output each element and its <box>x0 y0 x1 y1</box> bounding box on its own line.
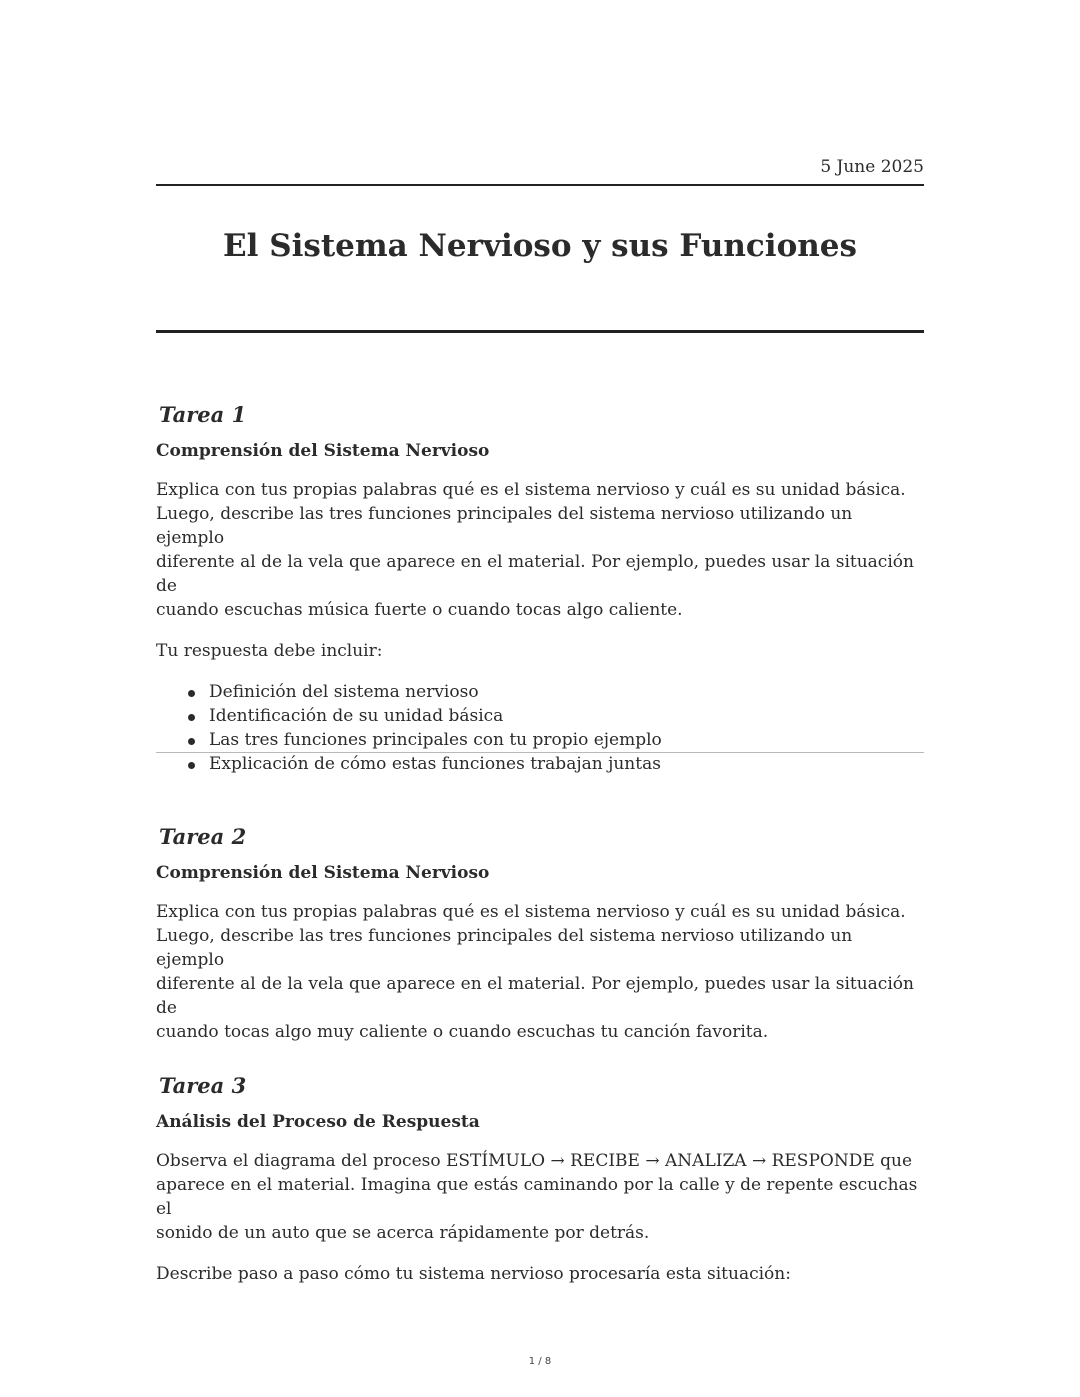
task-1 <box>156 402 924 776</box>
task-heading: Tarea 2 <box>159 824 247 849</box>
list-item <box>156 680 924 704</box>
section-divider <box>156 752 924 753</box>
paragraph-line: Luego, describe las tres funciones principales del sistema nervioso utilizando un ejemplo <box>156 504 853 548</box>
list-intro: Tu respuesta debe incluir: <box>156 641 383 661</box>
paragraph-line: Observa el diagrama del proceso ESTÍMULO → RECIBE → ANALIZA → RESPONDE que <box>156 1151 913 1171</box>
paragraph-line: Explica con tus propias palabras qué es el sistema nervioso y cuál es su unidad básica. <box>156 902 906 922</box>
paragraph-line: diferente al de la vela que aparece en el material. Por ejemplo, puedes usar la situación de <box>156 974 914 1018</box>
list-item <box>156 752 924 776</box>
task-paragraph <box>156 900 924 1044</box>
paragraph-line: Luego, describe las tres funciones principales del sistema nervioso utilizando un ejemplo <box>156 926 853 970</box>
bullet-icon <box>188 714 195 721</box>
bullet-icon <box>188 738 195 745</box>
task-3 <box>156 1073 924 1286</box>
list-item-text: Definición del sistema nervioso <box>209 682 479 702</box>
paragraph-line: Explica con tus propias palabras qué es el sistema nervioso y cuál es su unidad básica. <box>156 480 906 500</box>
page-number: 1 / 8 <box>528 1356 552 1367</box>
task-paragraph <box>156 478 924 622</box>
document-date: 5 June 2025 <box>820 157 924 177</box>
paragraph-line: cuando escuchas música fuerte o cuando tocas algo caliente. <box>156 600 683 620</box>
paragraph-line: sonido de un auto que se acerca rápidamente por detrás. <box>156 1223 650 1243</box>
requirements-list <box>156 680 924 776</box>
task-2 <box>156 824 924 1044</box>
paragraph-line: aparece en el material. Imagina que estás caminando por la calle y de repente escuchas el <box>156 1175 918 1219</box>
task-subtitle: Comprensión del Sistema Nervioso <box>156 863 490 883</box>
task-closing-prompt: Describe paso a paso cómo tu sistema nervioso procesaría esta situación: <box>156 1264 791 1284</box>
list-item-text: Las tres funciones principales con tu propio ejemplo <box>209 730 662 750</box>
bullet-icon <box>188 690 195 697</box>
document-title: El Sistema Nervioso y sus Funciones <box>223 228 857 264</box>
list-item-text: Explicación de cómo estas funciones trabajan juntas <box>209 754 661 774</box>
task-subtitle: Análisis del Proceso de Respuesta <box>156 1112 480 1132</box>
task-heading: Tarea 3 <box>159 1073 247 1098</box>
list-item <box>156 728 924 752</box>
list-item <box>156 704 924 728</box>
header-rule <box>156 184 924 186</box>
paragraph-line: diferente al de la vela que aparece en el material. Por ejemplo, puedes usar la situación de <box>156 552 914 596</box>
task-heading: Tarea 1 <box>159 402 247 427</box>
list-item-text: Identificación de su unidad básica <box>209 706 504 726</box>
bullet-icon <box>188 762 195 769</box>
task-paragraph <box>156 1149 924 1245</box>
task-subtitle: Comprensión del Sistema Nervioso <box>156 441 490 461</box>
title-rule <box>156 330 924 333</box>
paragraph-line: cuando tocas algo muy caliente o cuando escuchas tu canción favorita. <box>156 1022 769 1042</box>
